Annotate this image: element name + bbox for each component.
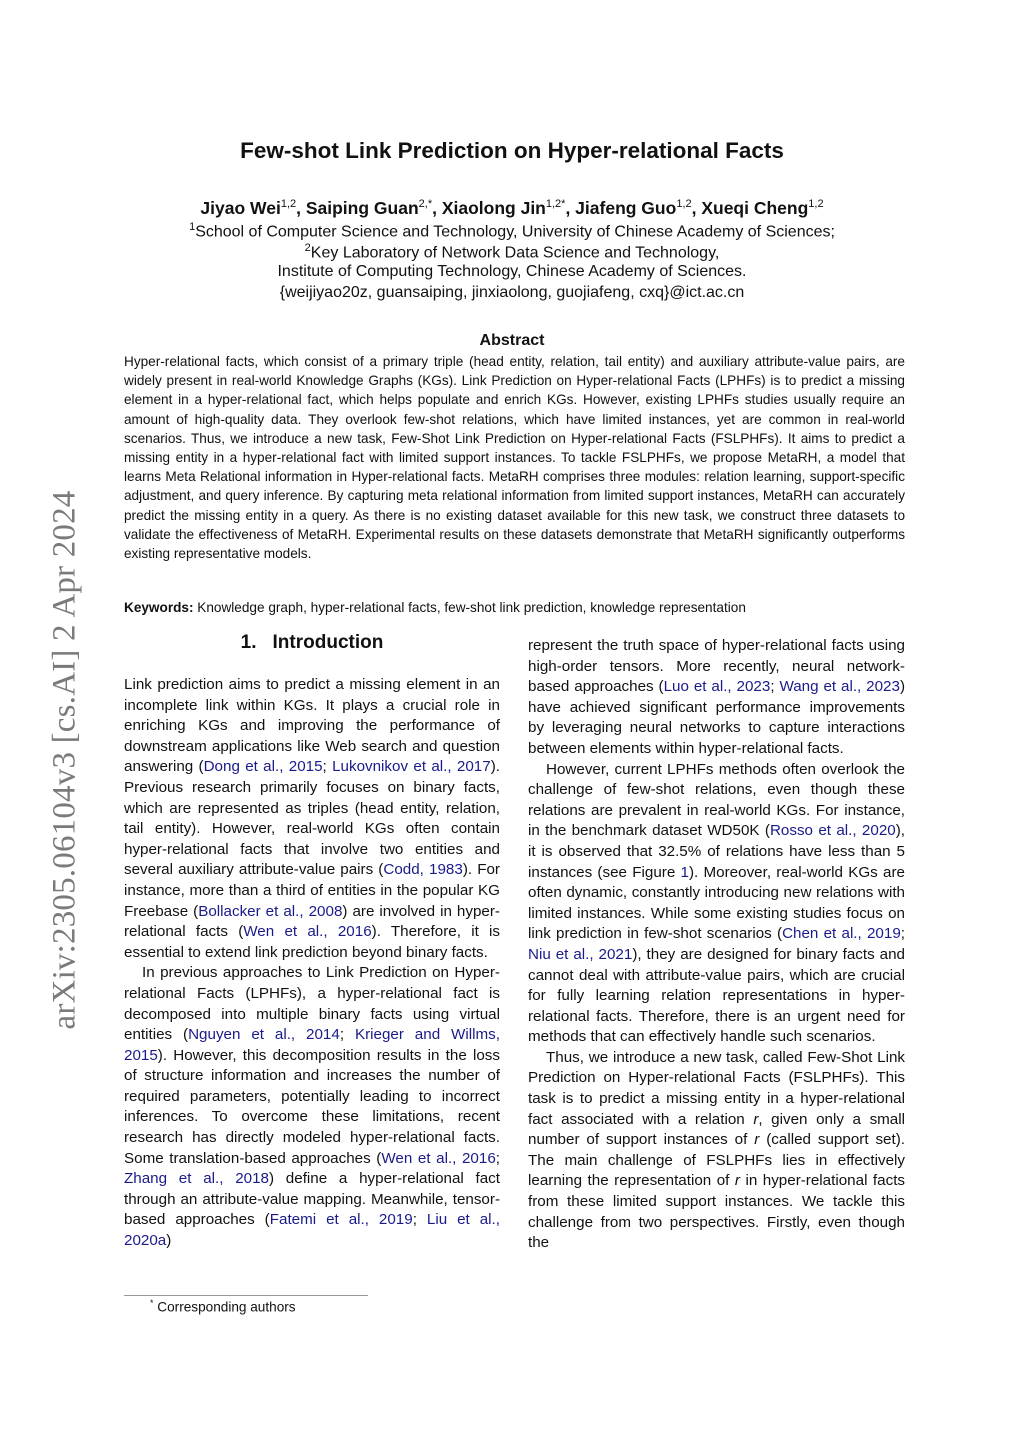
author-affiliation-mark: 1,2* — [545, 198, 566, 211]
footnote-mark: * — [150, 1298, 154, 1308]
author-name: , Saiping Guan — [296, 198, 419, 218]
arxiv-identifier-sidebar — [45, 475, 85, 1045]
affiliation-mark: 1 — [189, 221, 196, 233]
footnote-divider — [124, 1295, 368, 1296]
citation-link[interactable]: Chen et al., 2019 — [782, 925, 901, 943]
arxiv-identifier: arXiv:2305.06104v3 [cs.AI] 2 Apr 2024 — [46, 490, 83, 1030]
section-heading-introduction — [124, 632, 500, 654]
author-list — [0, 198, 1024, 219]
footnote-text: Corresponding authors — [157, 1299, 296, 1315]
author-name: , Xiaolong Jin — [432, 198, 546, 218]
figure-link[interactable]: 1 — [680, 863, 689, 881]
paper-title: Few-shot Link Prediction on Hyper-relational Facts — [240, 138, 784, 163]
citation-link[interactable]: Rosso et al., 2020 — [769, 822, 896, 840]
paragraph-4: However, current LPHFs methods often overlook the challenge of few-shot relations, even though these relations are prevalent in real-world KGs. For instance, in the benchmark dataset WD50K (Rosso et al., 2020), it is observed that 32.5% of relations have less than 5 instances (see Figure 1). Moreover, real-world KGs are often dynamic, constantly introducing new relations with limited instances. While some existing studies focus on link prediction in few-shot scenarios (Chen et al., 2019; Niu et al., 2021), they are designed for binary facts and cannot deal with attribute-value pairs, which are crucial for fully learning relation representations in hyper-relational facts. Therefore, there is an urgent need for methods that can effectively handle such scenarios. — [528, 760, 905, 1046]
keywords-text: Knowledge graph, hyper-relational facts, few-shot link prediction, knowledge representation — [197, 600, 746, 615]
citation-link[interactable]: Wen et al., 2016 — [243, 923, 372, 941]
affiliation-line-1 — [0, 221, 1024, 241]
abstract-heading: Abstract — [479, 332, 545, 349]
author-affiliation-mark: 2,* — [418, 198, 433, 211]
citation-link[interactable]: Dong et al., 2015 — [203, 758, 323, 776]
citation-link[interactable]: Lukovnikov et al., 2017 — [332, 758, 491, 776]
citation-link[interactable]: Niu et al., 2021 — [528, 945, 633, 963]
author-emails: {weijiyao20z, guansaiping, jinxiaolong, guojiafeng, cxq}@ict.ac.cn — [279, 284, 745, 301]
math-variable: r — [734, 1172, 740, 1190]
paragraph-3: represent the truth space of hyper-relational facts using high-order tensors. More recently, neural network-based approaches (Luo et al., 2023; Wang et al., 2023) have achieved significant performance improvements by leveraging neural networks to capture interactions between elements within hyper-relational facts. — [528, 637, 905, 757]
affiliation-mark: 2 — [304, 242, 311, 254]
affiliation-line-2 — [0, 242, 1024, 262]
citation-link[interactable]: Liu et al., 2020a — [124, 1211, 500, 1250]
abstract-text: Hyper-relational facts, which consist of a primary triple (head entity, relation, tail entity) and auxiliary attribute-value pairs, are widely present in real-world Knowledge Graphs (KGs). Link Prediction on Hyper-relational Facts (LPHFs) is to predict a missing element in a hyper-relational fact, which helps populate and enrich KGs. However, existing LPHFs studies usually require an amount of high-quality data. They overlook few-shot relations, which have limited instances, yet are common in real-world scenarios. Thus, we introduce a new task, Few-Shot Link Prediction on Hyper-relational Facts (FSLPHFs). It aims to predict a missing entity in a hyper-relational fact with limited support instances. To tackle FSLPHFs, we propose MetaRH, a model that learns Meta Relational information in Hyper-relational facts. MetaRH comprises three modules: relation learning, support-specific adjustment, and query inference. By capturing meta relational information from limited support instances, MetaRH can accurately predict the missing entity in a query. As there is no existing dataset available for this new task, we construct three datasets to validate the effectiveness of MetaRH. Experimental results on these datasets demonstrate that MetaRH significantly outperforms existing representative models. — [124, 354, 905, 562]
left-column — [124, 675, 500, 1252]
math-variable: r — [754, 1131, 760, 1149]
citation-link[interactable]: Wen et al., 2016 — [381, 1149, 496, 1167]
citation-link[interactable]: Zhang et al., 2018 — [124, 1170, 269, 1188]
section-title: Introduction — [272, 632, 384, 653]
paragraph-5: Thus, we introduce a new task, called Few-Shot Link Prediction on Hyper-relational Facts (FSLPHFs). This task is to predict a missing entity in a hyper-relational fact associated with a relation r, given only a small number of support instances of r (called support set). The main challenge of FSLPHFs lies in effectively learning the representation of r in hyper-relational facts from these limited support instances. We tackle this challenge from two perspectives. Firstly, even though the — [528, 1048, 906, 1252]
citation-link[interactable]: Nguyen et al., 2014 — [188, 1026, 340, 1044]
citation-link[interactable]: Wang et al., 2023 — [779, 678, 900, 696]
author-name: , Xueqi Cheng — [691, 198, 809, 218]
paragraph-1: Link prediction aims to predict a missing element in an incomplete link within KGs. It plays a crucial role in enriching KGs and improving the performance of downstream applications like Web search and question answering (Dong et al., 2015; Lukovnikov et al., 2017). Previous research primarily focuses on binary facts, which are represented as triples (head entity, relation, tail entity). However, real-world KGs often contain hyper-relational facts that involve two entities and several auxiliary attribute-value pairs (Codd, 1983). For instance, more than a third of entities in the popular KG Freebase (Bollacker et al., 2008) are involved in hyper-relational facts (Wen et al., 2016). Therefore, it is essential to extend link prediction beyond binary facts. — [124, 676, 500, 961]
citation-link[interactable]: Codd, 1983 — [383, 861, 463, 879]
keywords — [124, 598, 905, 617]
author-name: Jiyao Wei — [200, 198, 281, 218]
affiliation-text: School of Computer Science and Technology, University of Chinese Academy of Sciences; — [195, 223, 835, 241]
paragraph-2: In previous approaches to Link Prediction on Hyper-relational Facts (LPHFs), a hyper-relational fact is decomposed into multiple binary facts using virtual entities (Nguyen et al., 2014; Krieger and Willms, 2015). However, this decomposition results in the loss of structure information and increases the number of required parameters, potentially leading to incorrect inferences. To overcome these limitations, recent research has directly modeled hyper-relational facts. Some translation-based approaches (Wen et al., 2016; Zhang et al., 2018) define a hyper-relational fact through an attribute-value mapping. Meanwhile, tensor-based approaches (Fatemi et al., 2019; Liu et al., 2020a) — [124, 964, 500, 1250]
right-column — [528, 636, 905, 1254]
affiliation-text: Key Laboratory of Network Data Science and Technology, — [310, 244, 720, 262]
author-affiliation-mark: 1,2 — [808, 198, 824, 211]
keywords-label: Keywords: — [124, 600, 194, 615]
footnote — [150, 1298, 296, 1315]
author-affiliation-mark: 1,2 — [676, 198, 692, 211]
citation-link[interactable]: Bollacker et al., 2008 — [198, 902, 343, 920]
author-affiliation-mark: 1,2 — [280, 198, 297, 211]
author-name: , Jiafeng Guo — [565, 198, 677, 218]
citation-link[interactable]: Fatemi et al., 2019 — [269, 1211, 413, 1229]
citation-link[interactable]: Krieger and Willms, 2015 — [124, 1026, 500, 1064]
math-variable: r — [753, 1110, 759, 1128]
affiliation-line-3: Institute of Computing Technology, Chinese Academy of Sciences. — [277, 263, 747, 280]
citation-link[interactable]: Luo et al., 2023 — [663, 678, 771, 696]
section-number: 1. — [240, 632, 257, 653]
